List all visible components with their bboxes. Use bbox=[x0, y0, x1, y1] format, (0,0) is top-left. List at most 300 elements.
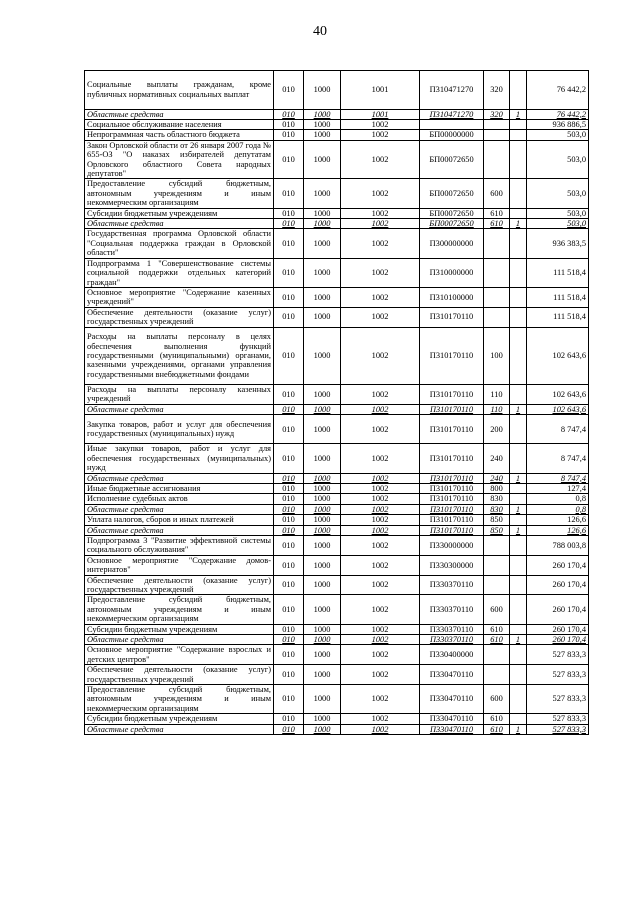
row-section-cell: 1000 bbox=[304, 483, 341, 493]
row-funding-source-cell bbox=[510, 415, 527, 444]
row-target-article-cell: БП00072650 bbox=[420, 140, 484, 179]
row-section-cell: 1000 bbox=[304, 555, 341, 575]
page-number: 40 bbox=[313, 24, 327, 39]
row-section-cell: 1000 bbox=[304, 504, 341, 514]
row-amount-cell: 111 518,4 bbox=[527, 258, 589, 287]
row-section-cell: 1000 bbox=[304, 685, 341, 714]
row-funding-source-cell bbox=[510, 575, 527, 595]
row-grbs-cell: 010 bbox=[274, 219, 304, 229]
row-section-cell: 1000 bbox=[304, 535, 341, 555]
row-subsection-cell: 1002 bbox=[341, 595, 420, 624]
row-name-cell: Областные средства bbox=[85, 504, 274, 514]
table-row bbox=[85, 504, 589, 514]
row-grbs-cell: 010 bbox=[274, 307, 304, 327]
row-grbs-cell: 010 bbox=[274, 415, 304, 444]
row-section-cell: 1000 bbox=[304, 219, 341, 229]
row-name-cell: Закон Орловской области от 26 января 2007 года № 655-ОЗ "О наказах избирателей депутатам Орловского областного Совета народных депутатов" bbox=[85, 140, 274, 179]
row-section-cell: 1000 bbox=[304, 208, 341, 218]
row-expense-type-cell bbox=[484, 535, 510, 555]
row-funding-source-cell bbox=[510, 714, 527, 724]
table-row bbox=[85, 208, 589, 218]
row-funding-source-cell: 1 bbox=[510, 219, 527, 229]
row-funding-source-cell bbox=[510, 595, 527, 624]
row-grbs-cell: 010 bbox=[274, 635, 304, 645]
row-expense-type-cell: 850 bbox=[484, 525, 510, 535]
row-name-cell: Предоставление субсидий бюджетным, автономным учреждениям и иным некоммерческим организациям bbox=[85, 179, 274, 208]
row-target-article-cell: БП00072650 bbox=[420, 179, 484, 208]
row-section-cell: 1000 bbox=[304, 109, 341, 119]
row-amount-cell: 76 442,2 bbox=[527, 109, 589, 119]
table-row bbox=[85, 327, 589, 384]
row-grbs-cell: 010 bbox=[274, 404, 304, 414]
row-amount-cell: 111 518,4 bbox=[527, 307, 589, 327]
row-funding-source-cell: 1 bbox=[510, 109, 527, 119]
row-expense-type-cell bbox=[484, 120, 510, 130]
table-row bbox=[85, 685, 589, 714]
row-section-cell: 1000 bbox=[304, 525, 341, 535]
row-subsection-cell: 1002 bbox=[341, 535, 420, 555]
row-section-cell: 1000 bbox=[304, 179, 341, 208]
table-row bbox=[85, 635, 589, 645]
row-subsection-cell: 1002 bbox=[341, 179, 420, 208]
row-funding-source-cell bbox=[510, 258, 527, 287]
row-grbs-cell: 010 bbox=[274, 473, 304, 483]
row-expense-type-cell: 600 bbox=[484, 595, 510, 624]
row-amount-cell: 527 833,3 bbox=[527, 714, 589, 724]
table-row bbox=[85, 483, 589, 493]
row-target-article-cell: П310000000 bbox=[420, 258, 484, 287]
row-funding-source-cell: 1 bbox=[510, 724, 527, 734]
row-name-cell: Расходы на выплаты персоналу в целях обеспечения выполнения функций государственными (муниципальными) органами, казенными учреждениями, органами управления государственными внебюджетными фондами bbox=[85, 327, 274, 384]
row-subsection-cell: 1002 bbox=[341, 645, 420, 665]
table-row bbox=[85, 665, 589, 685]
row-amount-cell: 260 170,4 bbox=[527, 595, 589, 624]
row-name-cell: Государственная программа Орловской области "Социальная поддержка граждан в Орловской области" bbox=[85, 229, 274, 258]
row-grbs-cell: 010 bbox=[274, 109, 304, 119]
table-row bbox=[85, 219, 589, 229]
row-name-cell: Субсидии бюджетным учреждениям bbox=[85, 624, 274, 634]
row-subsection-cell: 1002 bbox=[341, 724, 420, 734]
row-grbs-cell: 010 bbox=[274, 287, 304, 307]
table-row bbox=[85, 444, 589, 473]
table-row bbox=[85, 714, 589, 724]
table-row bbox=[85, 595, 589, 624]
row-name-cell: Областные средства bbox=[85, 219, 274, 229]
row-funding-source-cell bbox=[510, 327, 527, 384]
row-target-article-cell: П330000000 bbox=[420, 535, 484, 555]
row-expense-type-cell: 610 bbox=[484, 219, 510, 229]
table-row bbox=[85, 415, 589, 444]
row-amount-cell: 527 833,3 bbox=[527, 724, 589, 734]
row-grbs-cell: 010 bbox=[274, 120, 304, 130]
row-section-cell: 1000 bbox=[304, 515, 341, 525]
row-funding-source-cell bbox=[510, 645, 527, 665]
row-subsection-cell: 1002 bbox=[341, 229, 420, 258]
row-name-cell: Областные средства bbox=[85, 473, 274, 483]
row-subsection-cell: 1002 bbox=[341, 415, 420, 444]
row-name-cell: Иные закупки товаров, работ и услуг для обеспечения государственных (муниципальных) нужд bbox=[85, 444, 274, 473]
table-row bbox=[85, 473, 589, 483]
row-target-article-cell: П310170110 bbox=[420, 525, 484, 535]
row-grbs-cell: 010 bbox=[274, 624, 304, 634]
row-target-article-cell: П330470110 bbox=[420, 685, 484, 714]
row-name-cell: Обеспечение деятельности (оказание услуг) государственных учреждений bbox=[85, 575, 274, 595]
row-grbs-cell: 010 bbox=[274, 555, 304, 575]
row-target-article-cell: П330370110 bbox=[420, 624, 484, 634]
row-name-cell: Подпрограмма 1 "Совершенствование системы социальной поддержки отдельных категорий граждан" bbox=[85, 258, 274, 287]
row-expense-type-cell bbox=[484, 130, 510, 140]
row-target-article-cell: БП00072650 bbox=[420, 208, 484, 218]
row-section-cell: 1000 bbox=[304, 229, 341, 258]
row-subsection-cell: 1002 bbox=[341, 219, 420, 229]
row-expense-type-cell bbox=[484, 665, 510, 685]
table-row bbox=[85, 229, 589, 258]
row-funding-source-cell bbox=[510, 120, 527, 130]
row-target-article-cell: П310170110 bbox=[420, 483, 484, 493]
row-name-cell: Субсидии бюджетным учреждениям bbox=[85, 208, 274, 218]
row-target-article-cell: П310170110 bbox=[420, 404, 484, 414]
row-grbs-cell: 010 bbox=[274, 575, 304, 595]
row-funding-source-cell: 1 bbox=[510, 473, 527, 483]
row-name-cell: Подпрограмма 3 "Развитие эффективной системы социального обслуживания" bbox=[85, 535, 274, 555]
row-funding-source-cell bbox=[510, 494, 527, 504]
row-grbs-cell: 010 bbox=[274, 595, 304, 624]
row-section-cell: 1000 bbox=[304, 635, 341, 645]
row-name-cell: Исполнение судебных актов bbox=[85, 494, 274, 504]
row-subsection-cell: 1001 bbox=[341, 71, 420, 110]
row-subsection-cell: 1002 bbox=[341, 140, 420, 179]
row-target-article-cell bbox=[420, 120, 484, 130]
row-grbs-cell: 010 bbox=[274, 685, 304, 714]
row-subsection-cell: 1002 bbox=[341, 473, 420, 483]
row-target-article-cell: П330370110 bbox=[420, 575, 484, 595]
row-funding-source-cell bbox=[510, 140, 527, 179]
table-row bbox=[85, 535, 589, 555]
row-name-cell: Обеспечение деятельности (оказание услуг) государственных учреждений bbox=[85, 307, 274, 327]
table-body bbox=[85, 71, 589, 735]
row-funding-source-cell: 1 bbox=[510, 504, 527, 514]
table-row bbox=[85, 384, 589, 404]
row-section-cell: 1000 bbox=[304, 71, 341, 110]
row-amount-cell: 503,0 bbox=[527, 179, 589, 208]
row-expense-type-cell bbox=[484, 258, 510, 287]
row-subsection-cell: 1002 bbox=[341, 384, 420, 404]
row-amount-cell: 8 747,4 bbox=[527, 473, 589, 483]
row-subsection-cell: 1002 bbox=[341, 258, 420, 287]
row-expense-type-cell bbox=[484, 645, 510, 665]
row-expense-type-cell: 850 bbox=[484, 515, 510, 525]
row-section-cell: 1000 bbox=[304, 624, 341, 634]
row-amount-cell: 260 170,4 bbox=[527, 555, 589, 575]
table-row bbox=[85, 515, 589, 525]
row-target-article-cell: П300000000 bbox=[420, 229, 484, 258]
table-row bbox=[85, 494, 589, 504]
row-name-cell: Субсидии бюджетным учреждениям bbox=[85, 714, 274, 724]
row-target-article-cell: П330370110 bbox=[420, 595, 484, 624]
row-amount-cell: 102 643,6 bbox=[527, 404, 589, 414]
row-grbs-cell: 010 bbox=[274, 130, 304, 140]
row-amount-cell: 8 747,4 bbox=[527, 415, 589, 444]
row-funding-source-cell bbox=[510, 665, 527, 685]
row-name-cell: Основное мероприятие "Содержание домов-интернатов" bbox=[85, 555, 274, 575]
row-section-cell: 1000 bbox=[304, 307, 341, 327]
row-name-cell: Уплата налогов, сборов и иных платежей bbox=[85, 515, 274, 525]
row-amount-cell: 76 442,2 bbox=[527, 71, 589, 110]
row-subsection-cell: 1002 bbox=[341, 494, 420, 504]
row-target-article-cell: П310170110 bbox=[420, 307, 484, 327]
row-target-article-cell: П310170110 bbox=[420, 327, 484, 384]
row-amount-cell: 0,8 bbox=[527, 494, 589, 504]
row-amount-cell: 127,4 bbox=[527, 483, 589, 493]
table-row bbox=[85, 525, 589, 535]
row-funding-source-cell bbox=[510, 208, 527, 218]
row-subsection-cell: 1002 bbox=[341, 120, 420, 130]
row-grbs-cell: 010 bbox=[274, 258, 304, 287]
row-amount-cell: 126,6 bbox=[527, 525, 589, 535]
row-subsection-cell: 1002 bbox=[341, 287, 420, 307]
row-name-cell: Иные бюджетные ассигнования bbox=[85, 483, 274, 493]
row-subsection-cell: 1002 bbox=[341, 624, 420, 634]
row-name-cell: Областные средства bbox=[85, 635, 274, 645]
row-target-article-cell: П310471270 bbox=[420, 71, 484, 110]
row-target-article-cell: БП00072650 bbox=[420, 219, 484, 229]
row-expense-type-cell bbox=[484, 140, 510, 179]
row-subsection-cell: 1002 bbox=[341, 307, 420, 327]
row-name-cell: Областные средства bbox=[85, 404, 274, 414]
row-grbs-cell: 010 bbox=[274, 140, 304, 179]
row-subsection-cell: 1002 bbox=[341, 575, 420, 595]
row-name-cell: Предоставление субсидий бюджетным, автономным учреждениям и иным некоммерческим организациям bbox=[85, 685, 274, 714]
row-target-article-cell: П330470110 bbox=[420, 724, 484, 734]
row-amount-cell: 126,6 bbox=[527, 515, 589, 525]
row-subsection-cell: 1002 bbox=[341, 714, 420, 724]
row-section-cell: 1000 bbox=[304, 258, 341, 287]
row-expense-type-cell: 800 bbox=[484, 483, 510, 493]
row-expense-type-cell bbox=[484, 287, 510, 307]
row-section-cell: 1000 bbox=[304, 384, 341, 404]
row-expense-type-cell: 600 bbox=[484, 179, 510, 208]
row-name-cell: Областные средства bbox=[85, 525, 274, 535]
table-row bbox=[85, 404, 589, 414]
row-funding-source-cell: 1 bbox=[510, 525, 527, 535]
row-target-article-cell: П330470110 bbox=[420, 665, 484, 685]
row-target-article-cell: П310170110 bbox=[420, 444, 484, 473]
row-amount-cell: 527 833,3 bbox=[527, 685, 589, 714]
row-amount-cell: 503,0 bbox=[527, 208, 589, 218]
row-section-cell: 1000 bbox=[304, 444, 341, 473]
row-target-article-cell: П310170110 bbox=[420, 504, 484, 514]
row-section-cell: 1000 bbox=[304, 473, 341, 483]
row-funding-source-cell: 1 bbox=[510, 635, 527, 645]
row-funding-source-cell bbox=[510, 555, 527, 575]
row-amount-cell: 102 643,6 bbox=[527, 384, 589, 404]
row-target-article-cell: П330370110 bbox=[420, 635, 484, 645]
row-name-cell: Областные средства bbox=[85, 724, 274, 734]
row-funding-source-cell bbox=[510, 229, 527, 258]
row-amount-cell: 102 643,6 bbox=[527, 327, 589, 384]
row-grbs-cell: 010 bbox=[274, 384, 304, 404]
table-row bbox=[85, 307, 589, 327]
row-expense-type-cell: 320 bbox=[484, 71, 510, 110]
row-funding-source-cell bbox=[510, 130, 527, 140]
table-row bbox=[85, 575, 589, 595]
row-expense-type-cell: 110 bbox=[484, 404, 510, 414]
row-target-article-cell: П310170110 bbox=[420, 384, 484, 404]
row-expense-type-cell: 610 bbox=[484, 714, 510, 724]
table-row bbox=[85, 287, 589, 307]
table-row bbox=[85, 109, 589, 119]
row-section-cell: 1000 bbox=[304, 130, 341, 140]
row-subsection-cell: 1002 bbox=[341, 327, 420, 384]
row-expense-type-cell bbox=[484, 229, 510, 258]
row-grbs-cell: 010 bbox=[274, 504, 304, 514]
row-amount-cell: 788 003,8 bbox=[527, 535, 589, 555]
row-amount-cell: 503,0 bbox=[527, 219, 589, 229]
row-amount-cell: 936 383,5 bbox=[527, 229, 589, 258]
row-subsection-cell: 1002 bbox=[341, 685, 420, 714]
row-grbs-cell: 010 bbox=[274, 515, 304, 525]
row-subsection-cell: 1002 bbox=[341, 208, 420, 218]
row-section-cell: 1000 bbox=[304, 595, 341, 624]
row-subsection-cell: 1002 bbox=[341, 404, 420, 414]
row-expense-type-cell: 610 bbox=[484, 624, 510, 634]
row-section-cell: 1000 bbox=[304, 327, 341, 384]
row-grbs-cell: 010 bbox=[274, 483, 304, 493]
row-target-article-cell: П330400000 bbox=[420, 645, 484, 665]
row-expense-type-cell: 320 bbox=[484, 109, 510, 119]
row-target-article-cell: П330470110 bbox=[420, 714, 484, 724]
row-subsection-cell: 1002 bbox=[341, 483, 420, 493]
row-amount-cell: 260 170,4 bbox=[527, 575, 589, 595]
table-row bbox=[85, 140, 589, 179]
table-row bbox=[85, 120, 589, 130]
row-expense-type-cell: 200 bbox=[484, 415, 510, 444]
row-grbs-cell: 010 bbox=[274, 71, 304, 110]
row-amount-cell: 260 170,4 bbox=[527, 635, 589, 645]
row-expense-type-cell bbox=[484, 555, 510, 575]
row-funding-source-cell bbox=[510, 287, 527, 307]
row-section-cell: 1000 bbox=[304, 724, 341, 734]
row-target-article-cell: БП00000000 bbox=[420, 130, 484, 140]
row-funding-source-cell bbox=[510, 483, 527, 493]
row-subsection-cell: 1002 bbox=[341, 635, 420, 645]
row-expense-type-cell: 110 bbox=[484, 384, 510, 404]
row-target-article-cell: П330300000 bbox=[420, 555, 484, 575]
row-grbs-cell: 010 bbox=[274, 714, 304, 724]
row-amount-cell: 503,0 bbox=[527, 140, 589, 179]
row-section-cell: 1000 bbox=[304, 665, 341, 685]
row-expense-type-cell: 240 bbox=[484, 473, 510, 483]
row-grbs-cell: 010 bbox=[274, 665, 304, 685]
row-expense-type-cell: 830 bbox=[484, 494, 510, 504]
row-grbs-cell: 010 bbox=[274, 444, 304, 473]
row-funding-source-cell bbox=[510, 685, 527, 714]
row-name-cell: Основное мероприятие "Содержание взрослых и детских центров" bbox=[85, 645, 274, 665]
row-name-cell: Закупка товаров, работ и услуг для обеспечения государственных (муниципальных) нужд bbox=[85, 415, 274, 444]
row-target-article-cell: П310100000 bbox=[420, 287, 484, 307]
table-row bbox=[85, 130, 589, 140]
row-grbs-cell: 010 bbox=[274, 494, 304, 504]
row-expense-type-cell: 830 bbox=[484, 504, 510, 514]
row-amount-cell: 527 833,3 bbox=[527, 645, 589, 665]
row-target-article-cell: П310170110 bbox=[420, 515, 484, 525]
row-amount-cell: 0,8 bbox=[527, 504, 589, 514]
table-row bbox=[85, 724, 589, 734]
row-grbs-cell: 010 bbox=[274, 645, 304, 665]
row-amount-cell: 527 833,3 bbox=[527, 665, 589, 685]
row-section-cell: 1000 bbox=[304, 415, 341, 444]
row-name-cell: Предоставление субсидий бюджетным, автономным учреждениям и иным некоммерческим организациям bbox=[85, 595, 274, 624]
table-row bbox=[85, 624, 589, 634]
row-name-cell: Непрограммная часть областного бюджета bbox=[85, 130, 274, 140]
row-expense-type-cell bbox=[484, 307, 510, 327]
row-section-cell: 1000 bbox=[304, 714, 341, 724]
row-section-cell: 1000 bbox=[304, 120, 341, 130]
row-expense-type-cell: 610 bbox=[484, 208, 510, 218]
row-name-cell: Основное мероприятие "Содержание казенных учреждений" bbox=[85, 287, 274, 307]
row-section-cell: 1000 bbox=[304, 575, 341, 595]
row-expense-type-cell: 100 bbox=[484, 327, 510, 384]
row-section-cell: 1000 bbox=[304, 494, 341, 504]
row-grbs-cell: 010 bbox=[274, 724, 304, 734]
row-name-cell: Расходы на выплаты персоналу казенных учреждений bbox=[85, 384, 274, 404]
budget-table bbox=[84, 70, 589, 735]
row-subsection-cell: 1002 bbox=[341, 515, 420, 525]
row-expense-type-cell bbox=[484, 575, 510, 595]
row-name-cell: Социальное обслуживание населения bbox=[85, 120, 274, 130]
row-amount-cell: 936 886,5 bbox=[527, 120, 589, 130]
row-subsection-cell: 1001 bbox=[341, 109, 420, 119]
row-grbs-cell: 010 bbox=[274, 208, 304, 218]
row-funding-source-cell bbox=[510, 515, 527, 525]
row-grbs-cell: 010 bbox=[274, 179, 304, 208]
row-name-cell: Социальные выплаты гражданам, кроме публичных нормативных социальных выплат bbox=[85, 71, 274, 110]
table-row bbox=[85, 71, 589, 110]
table-row bbox=[85, 179, 589, 208]
row-target-article-cell: П310170110 bbox=[420, 415, 484, 444]
row-grbs-cell: 010 bbox=[274, 229, 304, 258]
row-amount-cell: 260 170,4 bbox=[527, 624, 589, 634]
row-amount-cell: 111 518,4 bbox=[527, 287, 589, 307]
row-amount-cell: 8 747,4 bbox=[527, 444, 589, 473]
row-grbs-cell: 010 bbox=[274, 535, 304, 555]
row-grbs-cell: 010 bbox=[274, 327, 304, 384]
row-section-cell: 1000 bbox=[304, 140, 341, 179]
row-funding-source-cell bbox=[510, 535, 527, 555]
row-section-cell: 1000 bbox=[304, 404, 341, 414]
row-target-article-cell: П310471270 bbox=[420, 109, 484, 119]
row-subsection-cell: 1002 bbox=[341, 525, 420, 535]
row-funding-source-cell bbox=[510, 307, 527, 327]
row-target-article-cell: П310170110 bbox=[420, 473, 484, 483]
row-funding-source-cell bbox=[510, 71, 527, 110]
row-expense-type-cell: 610 bbox=[484, 724, 510, 734]
row-subsection-cell: 1002 bbox=[341, 444, 420, 473]
row-funding-source-cell: 1 bbox=[510, 404, 527, 414]
row-funding-source-cell bbox=[510, 444, 527, 473]
row-expense-type-cell: 240 bbox=[484, 444, 510, 473]
row-subsection-cell: 1002 bbox=[341, 555, 420, 575]
table-row bbox=[85, 555, 589, 575]
row-target-article-cell: П310170110 bbox=[420, 494, 484, 504]
row-subsection-cell: 1002 bbox=[341, 130, 420, 140]
row-funding-source-cell bbox=[510, 179, 527, 208]
row-expense-type-cell: 610 bbox=[484, 635, 510, 645]
row-subsection-cell: 1002 bbox=[341, 665, 420, 685]
row-section-cell: 1000 bbox=[304, 645, 341, 665]
table-row bbox=[85, 258, 589, 287]
row-name-cell: Областные средства bbox=[85, 109, 274, 119]
